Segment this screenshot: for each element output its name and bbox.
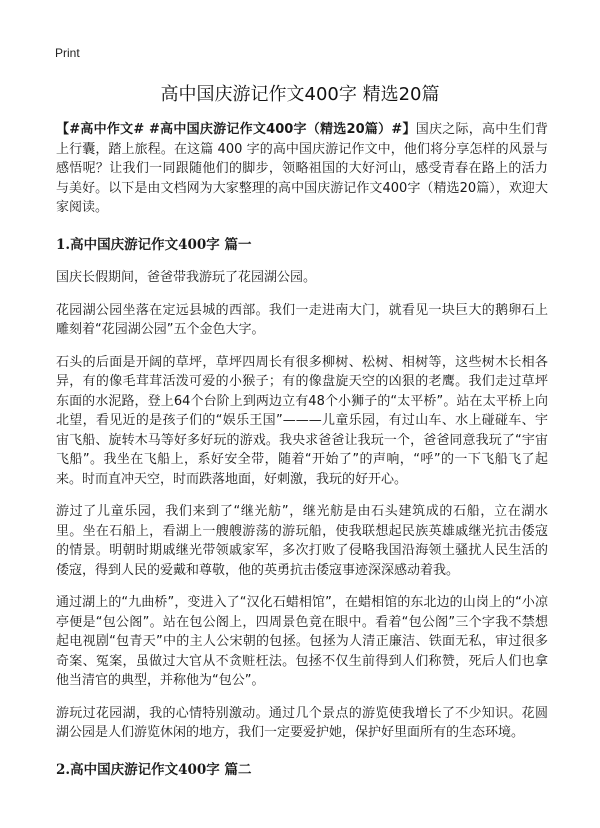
document-title: 高中国庆游记作文400字 精选20篇 (160, 84, 440, 105)
section-heading-1: 1.高中国庆游记作文400字 篇一 (56, 236, 252, 253)
intro-tag: 【#高中作文# #高中国庆游记作文400字（精选20篇）#】 (56, 122, 416, 137)
intro-text: 国庆之际，高中生们背上行囊，踏上旅程。在这篇 400 字的高中国庆游记作文中，他们将分享怎样的风景与感悟呢？让我们一同跟随他们的脚步，领略祖国的大好河山，感受青春在路上的活力与美好。以下是由文档网为大家整理的高中国庆游记作文400字（精选20篇），欢迎大家阅读。 (56, 122, 548, 215)
paragraph: 游过了儿童乐园，我们来到了“继光舫”，继光舫是由石头建筑成的石船，立在湖水里。坐在石船上，看湖上一艘艘游荡的游玩船，使我联想起民族英雄戚继光抗击倭寇的情景。明朝时期戚继光带领戚家军，多次打败了侵略我国沿海领土骚扰人民生活的倭寇，得到人民的爱戴和尊敬，他的英勇抗击倭寇事迹深深感动着我。 (56, 504, 548, 578)
paragraph: 石头的后面是开阔的草坪，草坪四周长有很多柳树、松树、相树等，这些树木长相各异，有的像毛茸茸活泼可爱的小猴子；有的像盘旋天空的凶狠的老鹰。我们走过草坪东面的水泥路，登上64个台阶上到两边立有48个小狮子的“太平桥”。站在太平桥上向北望，看见近的是孩子们的“娱乐王国”———儿童乐园，有过山车、水上碰碰车、宇宙飞船、旋转木马等好多好玩的游戏。我央求爸爸让我玩一个，爸爸同意我玩了“宇宙飞船”。我坐在飞船上，系好安全带，随着“开始了”的声响，“呼”的一下飞船飞了起来。时而直冲天空，时而跌落地面，好刺激，我玩的好开心。 (56, 354, 548, 487)
document-body (56, 120, 548, 793)
section-heading-2: 2.高中国庆游记作文400字 篇二 (56, 761, 252, 778)
intro-paragraph (56, 120, 548, 218)
paragraph: 花园湖公园坐落在定远县城的西部。我们一走进南大门，就看见一块巨大的鹅卵石上雕刻着“花园湖公园”五个金色大字。 (56, 302, 548, 337)
paragraph: 游玩过花园湖，我的心情特别激动。通过几个景点的游览使我增长了不少知识。花圆湖公园是人们游览休闲的地方，我们一定要爱护她，保护好里面所有的生态环境。 (56, 705, 548, 740)
paragraph: 国庆长假期间，爸爸带我游玩了花园湖公园。 (56, 270, 317, 285)
paragraph: 通过湖上的“九曲桥”，变进入了“汉化石蜡相馆”，在蜡相馆的东北边的山岗上的“小凉亭便是“包公阁”。站在包公阁上，四周景色竟在眼中。看着“包公阁”三个字我不禁想起电视剧“包青天”中的主人公宋朝的包拯。包拯为人清正廉洁、铁面无私，审过很多奇案、冤案，虽做过大官从不贪赃枉法。包拯不仅生前得到人们称赞，死后人们也拿他当清官的典型，并称他为“包公”。 (56, 595, 548, 688)
print-label[interactable]: Print (55, 46, 80, 60)
